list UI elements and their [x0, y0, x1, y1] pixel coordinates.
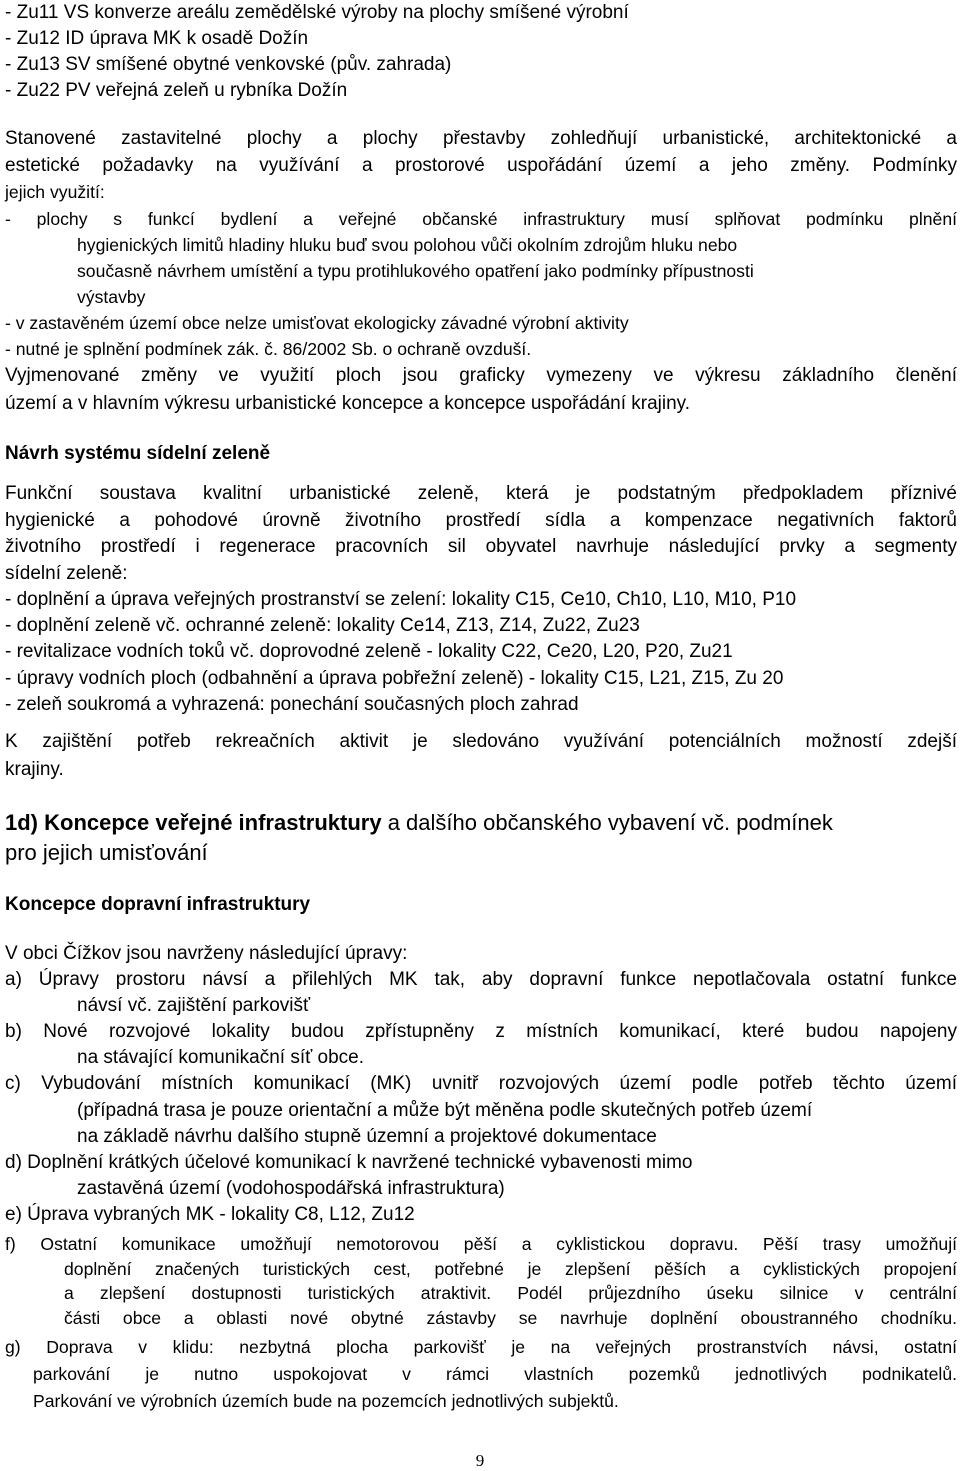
list-item-cont: Parkování ve výrobních územích bude na pozemcích jednotlivých subjektů. [33, 1391, 619, 1411]
intro-paragraph [5, 125, 957, 153]
list-item-cont: parkování je nutno uspokojovat v rámci vlastních pozemků jednotlivých podnikatelů. [33, 1364, 957, 1384]
green-heading: Návrh systému sídelní zeleně [5, 443, 271, 464]
paragraph-line: životního prostředí i regenerace pracovních sil obyvatel navrhuje následující prvky a segmenty [5, 536, 957, 557]
transport-heading: Koncepce dopravní infrastruktury [5, 894, 311, 915]
transport-item-g [5, 1334, 957, 1415]
list-item-cont: doplnění značených turistických cest, potřebné je zlepšení pěších a cyklistických propojení [64, 1258, 957, 1279]
green-list [5, 587, 957, 718]
paragraph-line: Vyjmenované změny ve využití ploch jsou graficky vymezeny ve výkresu základního členění [5, 365, 957, 386]
list-item-cont: hygienických limitů hladiny hluku buď svou polohou vůči okolním zdrojům hluku nebo [77, 235, 738, 255]
list-item-cont: (případná trasa je pouze orientační a může být měněna podle skutečných potřeb území [77, 1099, 813, 1121]
list-item: - úpravy vodních ploch (odbahnění a úprava pobřežní zeleně) - lokality C15, L21, Z15, Zu 20 [5, 667, 784, 689]
list-item: b) Nové rozvojové lokality budou zpřístupněny z místních komunikací, které budou napojeny [5, 1021, 957, 1043]
paragraph-line: Funkční soustava kvalitní urbanistické zeleně, která je podstatným předpokladem příznivé [5, 483, 957, 504]
green-paragraph [5, 481, 957, 587]
transport-item-f [5, 1232, 957, 1330]
list-item: - v zastavěném území obce nelze umisťovat ekologicky závadné výrobní aktivity [5, 313, 629, 333]
list-item-cont: zastavěná území (vodohospodářská infrastruktura) [77, 1177, 505, 1199]
transport-intro: V obci Čížkov jsou navrženy následující úpravy: [5, 943, 408, 964]
section-heading-rest: a dalšího občanského vybavení vč. podmínek [381, 810, 833, 835]
list-item: d) Doplnění krátkých účelové komunikací k navržené technické vybavenosti mimo [5, 1151, 693, 1173]
paragraph-line: sídelní zeleně: [5, 562, 128, 584]
page-number: 9 [475, 1451, 485, 1470]
list-item: - zeleň soukromá a vyhrazená: ponechání současných ploch zahrad [5, 693, 579, 715]
zones-list [5, 0, 957, 104]
list-item: - plochy s funkcí bydlení a veřejné občanské infrastruktury musí splňovat podmínku plnění [5, 209, 957, 229]
paragraph-line: krajiny. [5, 759, 64, 780]
list-item: - Zu22 PV veřejná zeleň u rybníka Dožín [5, 80, 348, 101]
list-item: - revitalizace vodních toků vč. doprovodné zeleně - lokality C22, Ce20, L20, P20, Zu21 [5, 641, 733, 663]
list-item: - nutné je splnění podmínek zák. č. 86/2002 Sb. o ochraně ovzduší. [5, 339, 532, 359]
list-item: - Zu12 ID úprava MK k osadě Dožín [5, 28, 309, 49]
list-item: - doplnění zeleně vč. ochranné zeleně: lokality Ce14, Z13, Z14, Zu22, Zu23 [5, 615, 640, 637]
paragraph-line: Stanovené zastavitelné plochy a plochy přestavby zohledňují urbanistické, architektonické a [5, 128, 957, 149]
list-item: e) Úprava vybraných MK - lokality C8, L12, Zu12 [5, 1203, 415, 1225]
list-item: c) Vybudování místních komunikací (MK) uvnitř rozvojových území podle potřeb těchto území [5, 1073, 957, 1095]
list-item-cont: výstavby [77, 287, 146, 307]
list-item-cont: návsí vč. zajištění parkovišť [77, 995, 311, 1017]
paragraph-line: území a v hlavním výkresu urbanistické koncepce a koncepce uspořádání krajiny. [5, 393, 691, 414]
list-item-cont: současně návrhem umístění a typu protihlukového opatření jako podmínky přípustnosti [77, 261, 754, 281]
paragraph-line: K zajištění potřeb rekreačních aktivit je sledováno využívání potenciálních možností zdejší [5, 731, 957, 752]
list-item: g) Doprava v klidu: nezbytná plocha parkovišť je na veřejných prostranstvích návsi, ostatní [5, 1337, 957, 1357]
list-item-cont: na stávající komunikační síť obce. [77, 1047, 364, 1069]
list-item: - doplnění a úprava veřejných prostranství se zelení: lokality C15, Ce10, Ch10, L10, M10, P10 [5, 589, 797, 610]
paragraph-line: hygienické a pohodové úrovně životního prostředí sídla a kompenzace negativních faktorů [5, 509, 957, 531]
conditions-list [5, 206, 957, 362]
list-item: - Zu13 SV smíšené obytné venkovské (pův. zahrada) [5, 54, 452, 75]
section-heading-bold: 1d) Koncepce veřejné infrastruktury [5, 810, 382, 835]
transport-list [5, 941, 957, 1228]
list-item: - Zu11 VS konverze areálu zemědělské výroby na plochy smíšené výrobní [5, 2, 629, 23]
list-item-cont: a zlepšení dostupnosti turistických atraktivit. Podél průjezdního úseku silnice v centrální [64, 1283, 957, 1303]
intro-paragraph-cont [5, 153, 957, 205]
list-item-cont: na základě návrhu dalšího stupně územní a projektové dokumentace [77, 1125, 657, 1147]
list-item-cont: části obce a oblasti nové obytné zástavby se navrhuje doplnění oboustranného chodníku. [64, 1307, 957, 1328]
section-heading-line2: pro jejich umisťování [5, 840, 208, 865]
list-item: a) Úpravy prostoru návsí a přilehlých MK tak, aby dopravní funkce nepotlačovala ostatní funkce [5, 969, 957, 991]
recreation-paragraph [5, 728, 957, 784]
section-heading-1d [5, 808, 957, 868]
paragraph-line: jejich využití: [5, 182, 105, 202]
changes-paragraph [5, 362, 957, 418]
paragraph-line: estetické požadavky na využívání a prostorové uspořádání území a jeho změny. Podmínky [5, 155, 957, 176]
list-item: f) Ostatní komunikace umožňují nemotorovou pěší a cyklistickou dopravu. Pěší trasy umožňují [5, 1234, 957, 1254]
